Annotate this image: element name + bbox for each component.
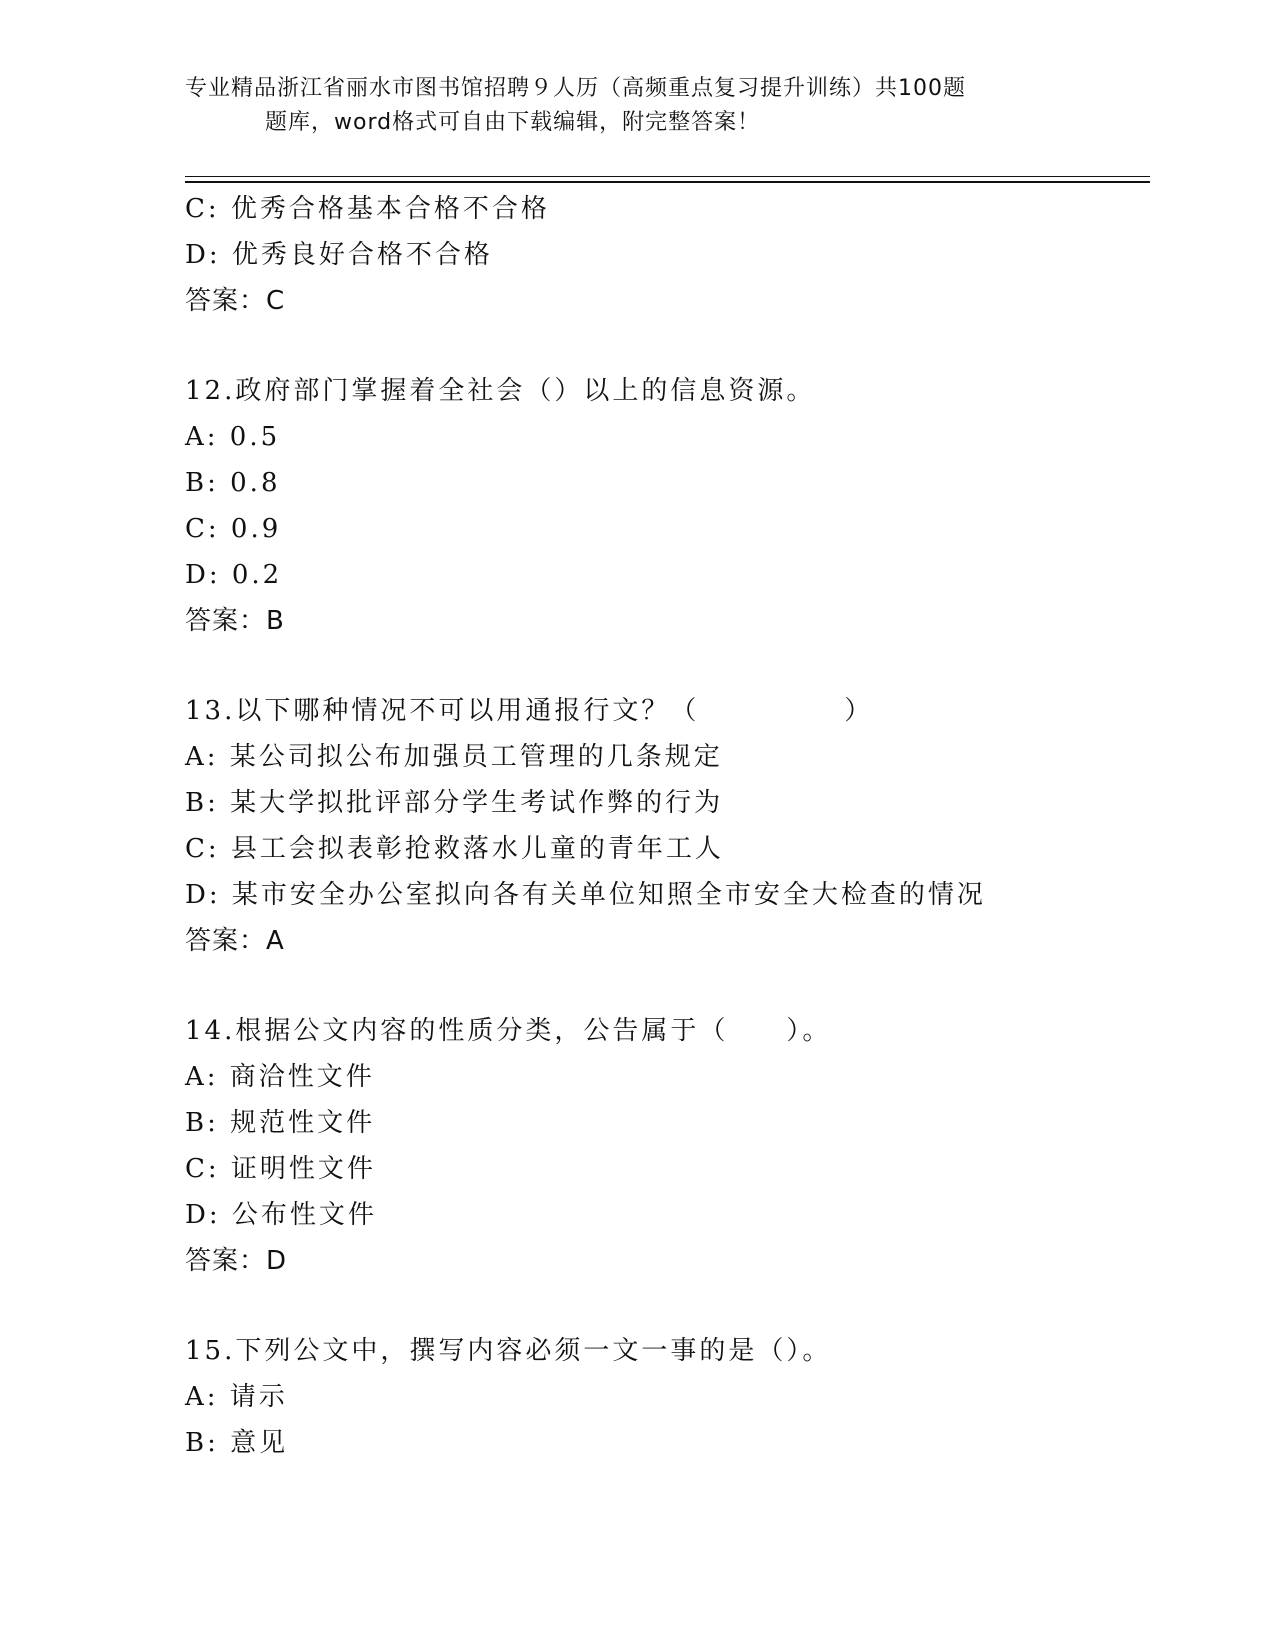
question-13	[185, 688, 1150, 964]
option-a: A: 商洽性文件	[185, 1062, 375, 1092]
spacer	[185, 644, 1150, 688]
header-rule-thin	[185, 176, 1150, 177]
spacer	[185, 324, 1150, 368]
option-a: A: 某公司拟公布加强员工管理的几条规定	[185, 742, 723, 772]
option-c: C: 证明性文件	[185, 1154, 376, 1184]
question-15	[185, 1328, 1150, 1466]
option-b: B: 意见	[185, 1428, 289, 1458]
document-header	[185, 72, 1065, 140]
answer: 答案：D	[185, 1246, 288, 1276]
option-c: C: 0.9	[185, 514, 282, 544]
option-b: B: 0.8	[185, 468, 281, 498]
option-a: A: 0.5	[185, 422, 281, 452]
question-12	[185, 368, 1150, 644]
option-d: D: 0.2	[185, 560, 283, 590]
option-b: B: 某大学拟批评部分学生考试作弊的行为	[185, 788, 724, 818]
answer: 答案：C	[185, 286, 286, 316]
header-rule-thick	[185, 181, 1150, 183]
header-title-line2: 题库，word格式可自由下载编辑，附完整答案！	[265, 110, 761, 135]
answer: 答案：A	[185, 926, 285, 956]
option-d: D: 公布性文件	[185, 1200, 377, 1230]
spacer	[185, 964, 1150, 1008]
option-c: C: 优秀合格基本合格不合格	[185, 194, 550, 224]
question-stem: 14.根据公文内容的性质分类，公告属于（ ）。	[185, 1016, 832, 1046]
option-d: D: 某市安全办公室拟向各有关单位知照全市安全大检查的情况	[185, 880, 986, 910]
question-stem: 12.政府部门掌握着全社会（）以上的信息资源。	[185, 376, 816, 406]
question-list	[185, 186, 1150, 1466]
question-stem: 15.下列公文中，撰写内容必须一文一事的是（）。	[185, 1336, 832, 1366]
question-11-continued	[185, 186, 1150, 324]
option-a: A: 请示	[185, 1382, 288, 1412]
question-stem: 13.以下哪种情况不可以用通报行文？（ ）	[185, 696, 874, 726]
header-title-line1: 专业精品浙江省丽水市图书馆招聘９人历（高频重点复习提升训练）共100题	[185, 76, 966, 101]
answer: 答案：B	[185, 606, 285, 636]
question-14	[185, 1008, 1150, 1284]
option-c: C: 县工会拟表彰抢救落水儿童的青年工人	[185, 834, 724, 864]
option-d: D: 优秀良好合格不合格	[185, 240, 493, 270]
option-b: B: 规范性文件	[185, 1108, 376, 1138]
spacer	[185, 1284, 1150, 1328]
